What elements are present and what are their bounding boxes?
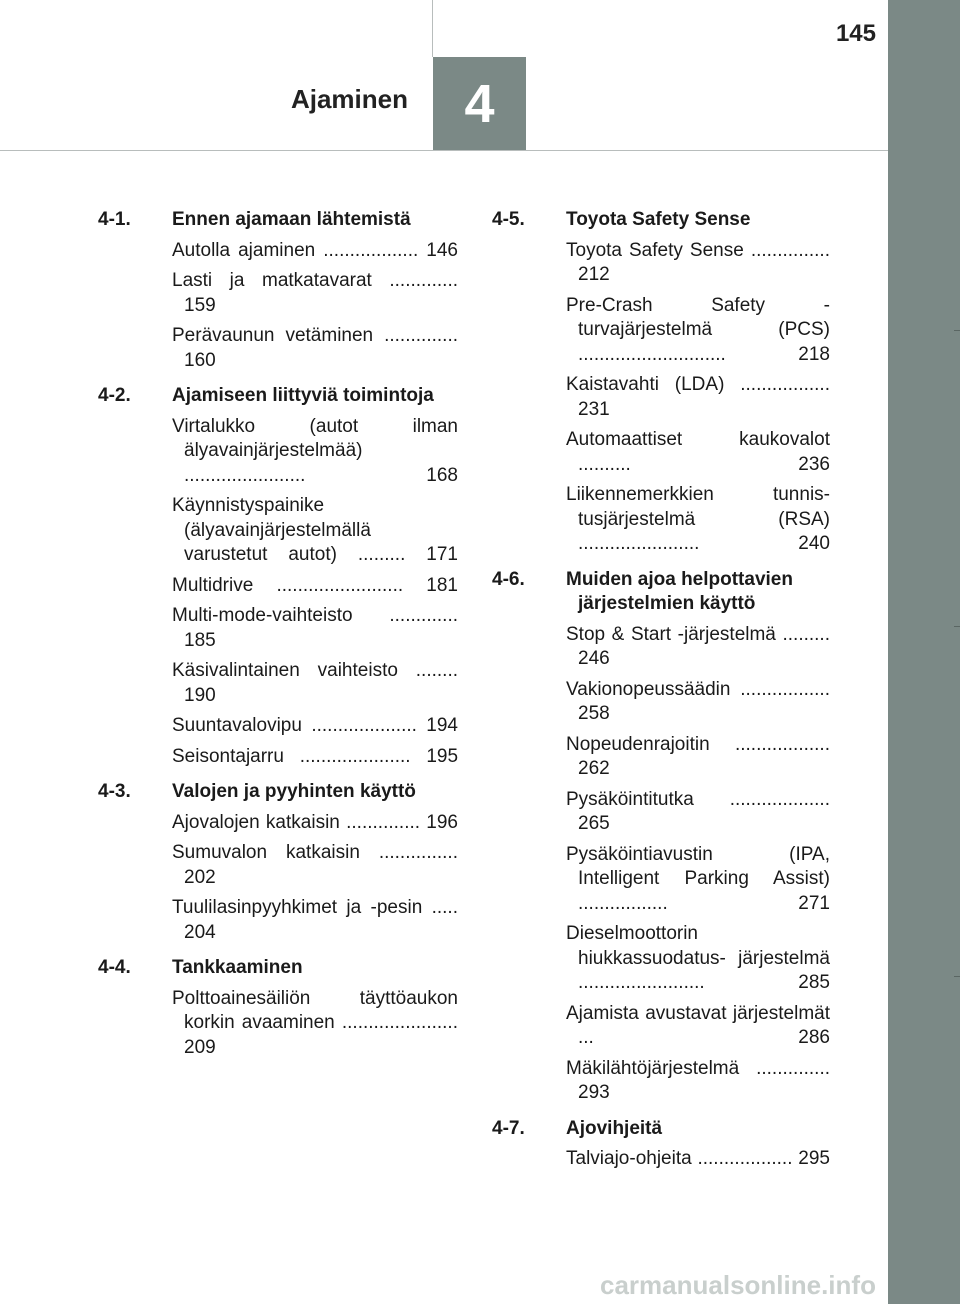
toc-entry-text: Perävaunun vetäminen <box>172 325 385 346</box>
toc-entry-text: Käsivalintainen vaihteisto <box>172 660 416 681</box>
toc-section-heading <box>98 956 458 981</box>
toc-entry-text: Tuulilasinpyyhkimet ja -pesin <box>172 897 432 918</box>
toc-entry-text: Sumuvalon katkaisin <box>172 842 379 863</box>
toc-entry-text: Polttoainesäiliön täyttöaukon korkin avaaminen <box>172 987 458 1033</box>
section-number: 4-3. <box>98 781 131 802</box>
toc-page-number: 146 <box>426 239 458 261</box>
toc-page-number: 285 <box>798 972 830 993</box>
toc-entry-text: Toyota Safety Sense <box>566 239 751 261</box>
section-title: Ajamiseen liittyviä toimintoja <box>172 385 434 406</box>
toc-entry[interactable] <box>172 239 458 264</box>
toc-page-number: 246 <box>578 648 610 669</box>
toc-page-number: 262 <box>578 758 610 779</box>
section-number: 4-2. <box>98 385 131 406</box>
toc-leader-dots: ............... <box>750 239 830 261</box>
toc-entry-text: Autolla ajaminen <box>172 239 324 261</box>
toc-entry-text: Suuntavalovipu <box>172 715 312 736</box>
toc-entry-text: Lasti ja matkatavarat <box>172 270 390 291</box>
toc-page-number: 265 <box>578 813 610 834</box>
toc-leader-dots: ....................... <box>578 533 799 554</box>
toc-section <box>492 208 830 557</box>
toc-entry[interactable] <box>172 811 458 836</box>
toc-section-heading <box>492 208 830 233</box>
chapter-side-tab <box>888 0 960 1304</box>
toc-entry-text: Automaattiset kaukovalot <box>566 429 830 450</box>
toc-entry[interactable] <box>566 623 830 672</box>
toc-leader-dots: ....................... <box>184 464 427 486</box>
toc-entry-text: Seisontajarru <box>172 745 300 767</box>
toc-page-number: 293 <box>578 1082 610 1103</box>
toc-entry-text: Pre-Crash Safety -turvajärjestelmä (PCS) <box>566 294 830 340</box>
toc-page-number: 194 <box>426 715 458 736</box>
toc-leader-dots: ............... <box>378 842 458 863</box>
toc-page-number: 209 <box>184 1036 216 1058</box>
toc-leader-dots: ........ <box>415 660 458 681</box>
toc-entry[interactable] <box>566 733 830 782</box>
toc-entry[interactable] <box>172 841 458 890</box>
section-title: Ennen ajamaan lähtemistä <box>172 209 411 230</box>
toc-leader-dots: ............. <box>389 605 458 626</box>
toc-page-number: 171 <box>426 544 458 565</box>
header-rule <box>0 150 888 151</box>
toc-entry-text: Mäkilähtöjärjestelmä <box>566 1057 757 1079</box>
toc-leader-dots: ..... <box>431 897 458 918</box>
toc-entry[interactable] <box>172 896 458 945</box>
toc-leader-dots: .............. <box>346 811 427 833</box>
toc-leader-dots: ... <box>578 1027 799 1048</box>
toc-section <box>98 384 458 769</box>
chapter-number-box <box>433 57 526 150</box>
toc-section-heading <box>492 568 830 617</box>
toc-entry[interactable] <box>172 987 458 1061</box>
toc-leader-dots: ..................... <box>299 745 427 767</box>
toc-leader-dots: .............. <box>756 1057 830 1079</box>
toc-page-number: 168 <box>426 464 458 486</box>
toc-page-number: 286 <box>798 1027 830 1048</box>
toc-leader-dots: .............. <box>384 325 458 346</box>
toc-section-heading <box>98 780 458 805</box>
toc-entry-text: Kaistavahti (LDA) <box>566 374 741 395</box>
toc-leader-dots: .................. <box>734 733 830 755</box>
toc-entry-text: Stop & Start -järjestelmä <box>566 623 783 645</box>
chapter-title: Ajaminen <box>290 84 408 114</box>
toc-entry[interactable] <box>172 415 458 489</box>
toc-section <box>492 1117 830 1172</box>
toc-section-heading <box>98 208 458 233</box>
toc-entry-text: Multidrive <box>172 574 277 596</box>
toc-leader-dots: ............. <box>389 270 458 291</box>
toc-leader-dots: ................... <box>729 788 830 810</box>
header-divider <box>432 0 433 57</box>
section-number: 4-6. <box>492 568 525 590</box>
toc-entry[interactable] <box>566 428 830 477</box>
toc-entry[interactable] <box>566 239 830 288</box>
toc-entry[interactable] <box>172 269 458 318</box>
toc-leader-dots: ............................ <box>578 343 799 365</box>
toc-entry[interactable] <box>172 745 458 770</box>
margin-tick <box>954 976 960 977</box>
margin-tick <box>954 330 960 331</box>
toc-entry-text: Vakionopeussäädin <box>566 678 741 700</box>
toc-leader-dots: ........................ <box>578 972 799 993</box>
toc-entry[interactable] <box>566 1002 830 1051</box>
toc-page-number: 185 <box>184 629 216 651</box>
toc-entry[interactable] <box>566 294 830 368</box>
toc-page-number: 212 <box>578 264 610 285</box>
toc-entry-text: Talviajo-ohjeita <box>566 1148 698 1169</box>
toc-leader-dots: ........................ <box>276 574 427 596</box>
toc-entry[interactable] <box>172 604 458 653</box>
toc-section <box>98 956 458 1060</box>
toc-page-number: 271 <box>798 892 830 914</box>
section-number: 4-5. <box>492 209 525 230</box>
toc-page-number: 196 <box>426 811 458 833</box>
toc-section <box>492 568 830 1106</box>
toc-page-number: 160 <box>184 349 216 371</box>
toc-entry-text: Käynnistyspainike (älyavainjärjestelmällä varustetut autot) <box>172 495 371 565</box>
toc-leader-dots: ...................... <box>341 1012 458 1033</box>
page-number: 145 <box>835 20 876 47</box>
section-title: Toyota Safety Sense <box>566 209 751 230</box>
toc-entry[interactable] <box>566 1147 830 1172</box>
watermark: carmanualsonline.info <box>600 1270 876 1300</box>
toc-entry-text: Ajamista avustavat järjestelmät <box>566 1002 830 1024</box>
toc-page-number: 258 <box>578 703 610 724</box>
toc-entry[interactable] <box>172 324 458 373</box>
section-title: Ajovihjeitä <box>566 1117 663 1139</box>
toc-leader-dots: .................. <box>697 1148 799 1169</box>
toc-entry[interactable] <box>566 843 830 917</box>
toc-entry[interactable] <box>172 494 458 568</box>
toc-page-number: 202 <box>184 866 216 888</box>
toc-right-column <box>492 208 830 1183</box>
toc-page-number: 190 <box>184 684 216 706</box>
toc-section <box>98 780 458 945</box>
toc-leader-dots: .................. <box>323 239 427 261</box>
toc-entry[interactable] <box>566 373 830 422</box>
toc-page-number: 236 <box>798 453 830 475</box>
toc-entry[interactable] <box>566 678 830 727</box>
toc-page-number: 159 <box>184 294 216 316</box>
toc-leader-dots: ......... <box>782 623 830 645</box>
section-number: 4-4. <box>98 957 131 978</box>
toc-entry[interactable] <box>566 788 830 837</box>
toc-leader-dots: .................... <box>311 715 427 736</box>
toc-page-number: 181 <box>426 574 458 596</box>
toc-entry[interactable] <box>566 922 830 996</box>
toc-entry-text: Multi-mode-vaihteisto <box>172 605 390 626</box>
toc-entry-text: Pysäköintiavustin (IPA, Intelligent Parking Assist) <box>566 843 830 889</box>
toc-page-number: 295 <box>798 1148 830 1169</box>
toc-entry-text: Dieselmoottorin hiukkassuodatus- järjestelmä <box>566 923 830 969</box>
toc-entry-text: Virtalukko (autot ilman älyavainjärjestelmää) <box>172 415 458 461</box>
margin-tick <box>954 626 960 627</box>
toc-leader-dots: .......... <box>578 453 799 475</box>
toc-page-number: 195 <box>426 745 459 767</box>
section-title: Muiden ajoa helpottavien järjestelmien käyttö <box>566 568 793 614</box>
section-number: 4-7. <box>492 1117 525 1139</box>
toc-leader-dots: ................. <box>740 678 830 700</box>
chapter-number: 4 <box>464 73 495 134</box>
toc-leader-dots: ......... <box>357 544 427 565</box>
section-title: Tankkaaminen <box>172 957 303 978</box>
toc-section <box>98 208 458 373</box>
toc-leader-dots: ................. <box>578 892 799 914</box>
toc-entry-text: Liikennemerkkien tunnis- tusjärjestelmä (RSA) <box>566 484 830 530</box>
toc-entry[interactable] <box>172 659 458 708</box>
toc-entry-text: Nopeudenrajoitin <box>566 733 735 755</box>
toc-leader-dots: ................. <box>740 374 830 395</box>
toc-section-heading <box>98 384 458 409</box>
toc-entry[interactable] <box>172 714 458 739</box>
toc-page-number: 231 <box>578 398 610 420</box>
section-number: 4-1. <box>98 209 131 230</box>
toc-entry[interactable] <box>172 574 458 599</box>
toc-entry[interactable] <box>566 1057 830 1106</box>
toc-entry-text: Pysäköintitutka <box>566 788 730 810</box>
toc-section-heading <box>492 1117 830 1142</box>
toc-left-column <box>98 208 458 1071</box>
toc-entry[interactable] <box>566 483 830 557</box>
toc-page-number: 204 <box>184 921 216 943</box>
toc-entry-text: Ajovalojen katkaisin <box>172 811 347 833</box>
toc-page-number: 218 <box>798 343 830 365</box>
toc-page-number: 240 <box>798 533 830 554</box>
section-title: Valojen ja pyyhinten käyttö <box>172 781 416 802</box>
